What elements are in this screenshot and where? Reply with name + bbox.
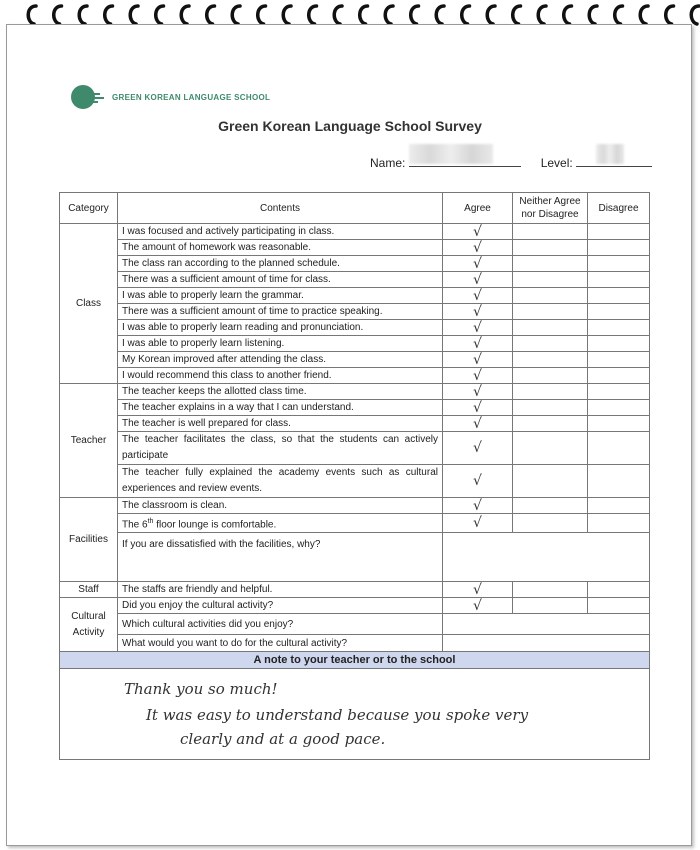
disagree-cell[interactable] — [588, 432, 650, 465]
header-category: Category — [60, 193, 118, 224]
neither-cell[interactable] — [513, 384, 588, 400]
check-icon: √ — [473, 287, 482, 304]
category-facilities: Facilities — [60, 498, 118, 582]
page-title: Green Korean Language School Survey — [218, 118, 482, 134]
spiral-ring — [411, 6, 419, 24]
neither-cell[interactable] — [513, 432, 588, 465]
row-text: I was focused and actively participating in class. — [118, 224, 443, 240]
handwritten-note-line: clearly and at a good pace. — [180, 730, 386, 748]
spiral-ring — [436, 6, 444, 24]
check-icon: √ — [473, 255, 482, 272]
check-icon: √ — [473, 239, 482, 256]
category-teacher: Teacher — [60, 384, 118, 498]
neither-cell[interactable] — [513, 582, 588, 598]
agree-cell[interactable] — [443, 224, 513, 240]
disagree-cell[interactable] — [588, 320, 650, 336]
spiral-ring — [615, 6, 623, 24]
header-disagree: Disagree — [588, 193, 650, 224]
disagree-cell[interactable] — [588, 384, 650, 400]
table-row — [60, 304, 650, 320]
table-row — [60, 614, 650, 635]
check-icon: √ — [473, 319, 482, 336]
check-icon: √ — [473, 440, 482, 456]
spiral-ring — [487, 6, 495, 24]
school-logo — [70, 84, 270, 110]
spiral-ring — [79, 6, 87, 24]
neither-cell[interactable] — [513, 598, 588, 614]
row-text: If you are dissatisfied with the facilities, why? — [118, 533, 443, 582]
agree-cell[interactable] — [443, 240, 513, 256]
check-icon: √ — [473, 335, 482, 352]
agree-cell[interactable] — [443, 320, 513, 336]
agree-cell[interactable] — [443, 514, 513, 533]
table-row — [60, 635, 650, 652]
spiral-ring — [105, 6, 113, 24]
neither-cell[interactable] — [513, 304, 588, 320]
agree-cell[interactable] — [443, 384, 513, 400]
row-text-part: The 6 — [122, 519, 148, 531]
row-text: There was a sufficient amount of time to practice speaking. — [118, 304, 443, 320]
table-row — [60, 272, 650, 288]
header-neither: Neither Agree nor Disagree — [513, 193, 588, 224]
neither-cell[interactable] — [513, 256, 588, 272]
agree-cell[interactable] — [443, 582, 513, 598]
row-text: There was a sufficient amount of time for class. — [118, 272, 443, 288]
header-row — [60, 193, 650, 224]
neither-cell[interactable] — [513, 368, 588, 384]
logo-text: GREEN KOREAN LANGUAGE SCHOOL — [112, 92, 271, 102]
survey-table — [59, 192, 650, 760]
check-icon: √ — [473, 223, 482, 240]
neither-cell[interactable] — [513, 272, 588, 288]
check-icon: √ — [473, 497, 482, 514]
row-text: Which cultural activities did you enjoy? — [118, 614, 443, 635]
table-row — [60, 498, 650, 514]
row-text: The teacher keeps the allotted class time. — [118, 384, 443, 400]
row-text — [118, 514, 443, 533]
check-icon: √ — [473, 597, 482, 614]
row-text: What would you want to do for the cultural activity? — [118, 635, 443, 652]
check-icon: √ — [473, 581, 482, 598]
check-icon: √ — [473, 415, 482, 432]
disagree-cell[interactable] — [588, 336, 650, 352]
disagree-cell[interactable] — [588, 240, 650, 256]
agree-cell[interactable] — [443, 288, 513, 304]
spiral-ring — [385, 6, 393, 24]
agree-cell[interactable] — [443, 304, 513, 320]
name-level-row — [370, 154, 652, 170]
spiral-ring — [54, 6, 62, 24]
spiral-ring — [360, 6, 368, 24]
header-contents: Contents — [118, 193, 443, 224]
spiral-ring — [666, 6, 674, 24]
check-icon: √ — [473, 351, 482, 368]
spiral-ring — [513, 6, 521, 24]
disagree-cell[interactable] — [588, 256, 650, 272]
spiral-ring — [691, 6, 699, 24]
agree-cell[interactable] — [443, 498, 513, 514]
neither-cell[interactable] — [513, 498, 588, 514]
disagree-cell[interactable] — [588, 352, 650, 368]
table-row — [60, 514, 650, 533]
table-row — [60, 320, 650, 336]
table-row — [60, 240, 650, 256]
check-icon: √ — [473, 303, 482, 320]
answer-cell[interactable] — [443, 533, 650, 582]
row-text: The teacher fully explained the academy events such as cultural experiences and review events. — [118, 465, 443, 498]
answer-cell[interactable] — [443, 614, 650, 635]
agree-cell[interactable] — [443, 256, 513, 272]
neither-cell[interactable] — [513, 320, 588, 336]
neither-cell[interactable] — [513, 336, 588, 352]
row-text: I would recommend this class to another friend. — [118, 368, 443, 384]
table-row — [60, 582, 650, 598]
table-row — [60, 288, 650, 304]
table-row — [60, 352, 650, 368]
agree-cell[interactable] — [443, 336, 513, 352]
neither-cell[interactable] — [513, 400, 588, 416]
check-icon: √ — [473, 399, 482, 416]
row-text: Did you enjoy the cultural activity? — [118, 598, 443, 614]
table-row — [60, 400, 650, 416]
spiral-ring — [283, 6, 291, 24]
disagree-cell[interactable] — [588, 416, 650, 432]
check-icon: √ — [473, 515, 482, 532]
table-row — [60, 336, 650, 352]
header-agree: Agree — [443, 193, 513, 224]
check-icon: √ — [473, 271, 482, 288]
level-field[interactable] — [576, 154, 652, 167]
row-text-part: floor lounge is comfortable. — [153, 519, 277, 531]
row-text: The staffs are friendly and helpful. — [118, 582, 443, 598]
leaf-logo-icon — [70, 84, 106, 110]
neither-cell[interactable] — [513, 465, 588, 498]
ordinal-suffix: th — [147, 518, 154, 525]
spiral-ring — [181, 6, 189, 24]
note-heading: A note to your teacher or to the school — [60, 652, 650, 669]
spiral-ring — [334, 6, 342, 24]
disagree-cell[interactable] — [588, 498, 650, 514]
category-staff: Staff — [60, 582, 118, 598]
check-icon: √ — [473, 383, 482, 400]
disagree-cell[interactable] — [588, 288, 650, 304]
name-field[interactable] — [409, 154, 521, 167]
spiral-ring — [538, 6, 546, 24]
spiral-ring — [309, 6, 317, 24]
spiral-ring — [564, 6, 572, 24]
check-icon: √ — [473, 367, 482, 384]
disagree-cell[interactable] — [588, 368, 650, 384]
row-text: The amount of homework was reasonable. — [118, 240, 443, 256]
agree-cell[interactable] — [443, 400, 513, 416]
table-row — [60, 384, 650, 400]
spiral-ring — [462, 6, 470, 24]
spiral-ring — [640, 6, 648, 24]
spiral-ring — [156, 6, 164, 24]
table-row — [60, 533, 650, 582]
row-text: The class ran according to the planned schedule. — [118, 256, 443, 272]
spiral-ring — [130, 6, 138, 24]
table-row — [60, 465, 650, 498]
agree-cell[interactable] — [443, 598, 513, 614]
disagree-cell[interactable] — [588, 598, 650, 614]
name-label: Name: — [370, 156, 406, 170]
category-cultural: Cultural Activity — [60, 598, 118, 652]
level-label: Level: — [540, 156, 573, 170]
neither-cell[interactable] — [513, 224, 588, 240]
note-heading-row — [60, 652, 650, 669]
disagree-cell[interactable] — [588, 514, 650, 533]
row-text: I was able to properly learn reading and pronunciation. — [118, 320, 443, 336]
spiral-ring — [28, 6, 36, 24]
row-text: My Korean improved after attending the class. — [118, 352, 443, 368]
table-row — [60, 224, 650, 240]
table-row — [60, 368, 650, 384]
answer-cell[interactable] — [443, 635, 650, 652]
agree-cell[interactable] — [443, 416, 513, 432]
disagree-cell[interactable] — [588, 465, 650, 498]
row-text: The classroom is clean. — [118, 498, 443, 514]
neither-cell[interactable] — [513, 416, 588, 432]
category-class: Class — [60, 224, 118, 384]
disagree-cell[interactable] — [588, 272, 650, 288]
row-text: I was able to properly learn the grammar. — [118, 288, 443, 304]
handwritten-note-line: Thank you so much! — [124, 680, 278, 698]
agree-cell[interactable] — [443, 272, 513, 288]
neither-cell[interactable] — [513, 288, 588, 304]
agree-cell[interactable] — [443, 432, 513, 465]
spiral-ring — [232, 6, 240, 24]
disagree-cell[interactable] — [588, 224, 650, 240]
agree-cell[interactable] — [443, 352, 513, 368]
disagree-cell[interactable] — [588, 304, 650, 320]
handwritten-note-line: It was easy to understand because you spoke very — [146, 706, 529, 724]
spiral-ring — [258, 6, 266, 24]
spiral-ring — [207, 6, 215, 24]
neither-cell[interactable] — [513, 240, 588, 256]
table-row — [60, 598, 650, 614]
spiral-ring — [589, 6, 597, 24]
row-text: I was able to properly learn listening. — [118, 336, 443, 352]
agree-cell[interactable] — [443, 368, 513, 384]
row-text: The teacher facilitates the class, so that the students can actively participate — [118, 432, 443, 465]
row-text: The teacher explains in a way that I can understand. — [118, 400, 443, 416]
disagree-cell[interactable] — [588, 400, 650, 416]
table-row — [60, 416, 650, 432]
check-icon: √ — [473, 473, 482, 489]
table-row — [60, 256, 650, 272]
neither-cell[interactable] — [513, 514, 588, 533]
neither-cell[interactable] — [513, 352, 588, 368]
disagree-cell[interactable] — [588, 582, 650, 598]
table-row — [60, 432, 650, 465]
row-text: The teacher is well prepared for class. — [118, 416, 443, 432]
agree-cell[interactable] — [443, 465, 513, 498]
